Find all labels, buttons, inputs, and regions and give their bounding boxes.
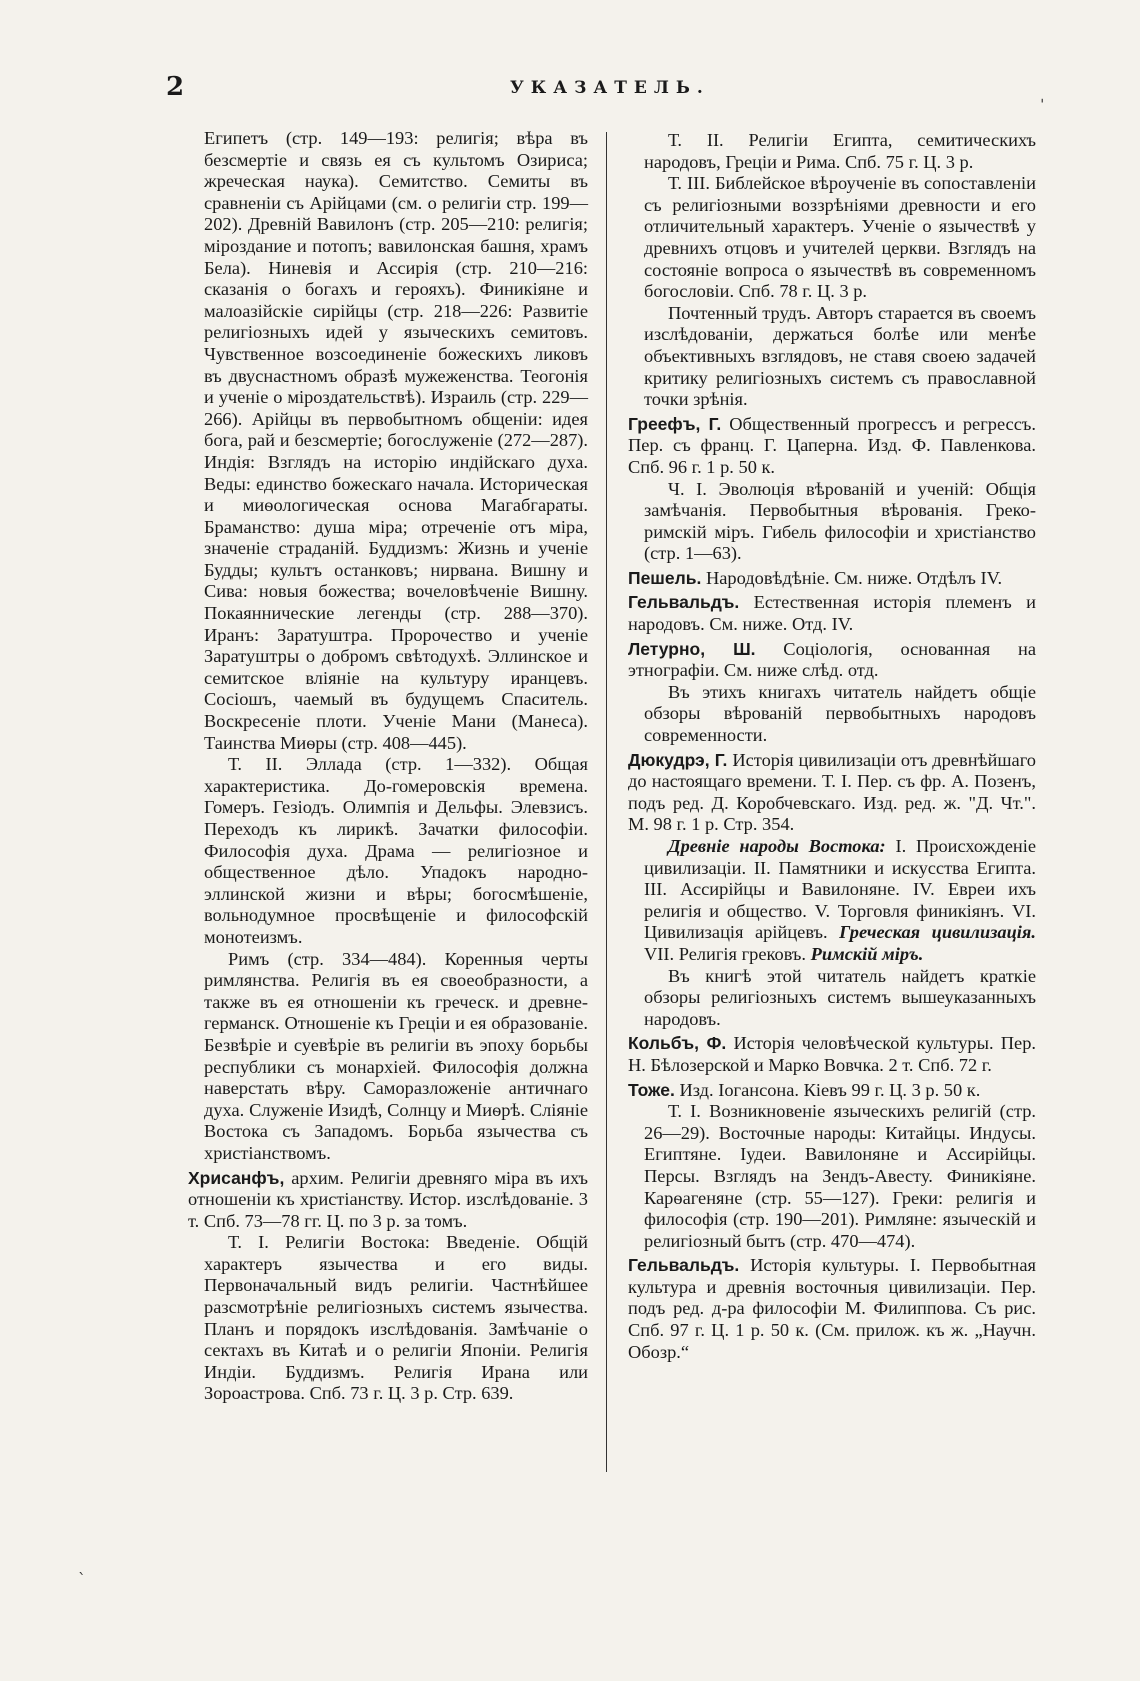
page-number: 2: [166, 72, 185, 102]
author-name: Греефъ, Г.: [628, 413, 722, 434]
ducoudray-note: Въ книгѣ этой читатель найдетъ краткіе обзоры религіозныхъ системъ вышеуказанныхъ народовъ.: [644, 965, 1036, 1029]
same-entry: [628, 1080, 1036, 1102]
gellwald-culture-entry: [628, 1255, 1036, 1363]
author-name: Хрисанфъ,: [188, 1167, 285, 1188]
section-title: Греческая цивилизація.: [839, 922, 1036, 943]
author-name: Гельвальдъ.: [628, 592, 740, 613]
kolb-volume-1: Т. I. Возникновеніе языческихъ религій (стр. 26—29). Восточные народы: Китайцы. Индусы. Египтяне. Іудеи. Вавилоняне и Ассирійцы. Персы. Взглядъ на Зендъ-Авесту. Финикіяне. Карѳагеняне (стр. 55—127). Греки: религія и философія (стр. 190—201). Римляне: языческій и религіозный бытъ (стр. 470—474).: [644, 1101, 1036, 1251]
entry-text: Изд. Іогансона. Кіевъ 99 г. Ц. 3 р. 50 к.: [679, 1079, 981, 1100]
contents-text: I. Происхожденіе цивилизаціи. II. Памятники и искусства Египта. III. Ассирійцы и Вавилоняне. IV. Евреи ихъ религія и общество. V. Торговля финикіянъ. VI. Цивилизація арійцевъ.: [644, 836, 1036, 943]
greef-part-1: Ч. I. Эволюція вѣрованій и ученій: Общія замѣчанія. Первобытныя вѣрованія. Греко-римскій міръ. Гибель философіи и христіанство (стр. 1—63).: [644, 478, 1036, 564]
entry-text: Народовѣдѣніе. См. ниже. Отдѣлъ IV.: [705, 567, 1003, 588]
kolb-entry: [628, 1033, 1036, 1076]
author-name: Кольбъ, Ф.: [628, 1033, 727, 1054]
author-name: Пешель.: [628, 567, 702, 588]
margin-mark: ˈ: [1040, 96, 1045, 115]
author-name: Летурно, Ш.: [628, 638, 756, 659]
left-column: [188, 128, 588, 1405]
peschel-entry: [628, 568, 1036, 590]
author-name: Тоже.: [628, 1079, 675, 1100]
column-divider: [606, 132, 607, 1472]
margin-mark: ˋ: [78, 1570, 86, 1589]
group-note: Въ этихъ книгахъ читатель найдетъ общіе обзоры вѣрованій первобытныхъ народовъ современности.: [644, 681, 1036, 746]
chrysanth-volume-1: Т. I. Религіи Востока: Введеніе. Общій характеръ язычества и его виды. Первоначальный видъ религіи. Частнѣйшее разсмотрѣніе религіозныхъ системъ язычества. Планъ и порядокъ изслѣдованія. Замѣчаніе о сектахъ въ Китаѣ и о религіи Японіи. Религія Индіи. Буддизмъ. Религія Ирана или Зороастрова. Спб. 73 г. Ц. 3 р. Стр. 639.: [204, 1232, 588, 1404]
chrysanth-volume-3: Т. III. Библейское вѣроученіе въ сопоставленіи съ религіозными воззрѣніями древности и его отличительный характеръ. Ученіе о язычествѣ у древнихъ отцовъ и учителей церкви. Взглядъ на состояніе вопроса о язычествѣ въ современномъ богословіи. Спб. 78 г. Ц. 3 р.: [644, 173, 1036, 302]
egypt-paragraph: Египетъ (стр. 149—193: религія; вѣра въ безсмертіе и связь ея съ культомъ Озириса; жреческая наука). Семитство. Семиты въ сравненіи съ Арійцами (см. о религіи стр. 199—202). Древній Вавилонъ (стр. 205—210: религія; міроздание и потопъ; вавилонская башня, храмъ Бела). Ниневія и Ассирія (стр. 210—216: сказанія о богахъ и герояхъ). Финикіяне и малоазійскіе сирійцы (стр. 218—226: Развитіе религіозныхъ идей у языческихъ семитовъ. Чувственное возсоединеніе божескихъ ликовъ въ двуснастномъ образѣ мужеженства. Теогонія и ученіе о міроздательствѣ). Израиль (стр. 229—266). Арійцы въ первобытномъ общеніи: идея бога, рай и безсмертіе; богослуженіе (272—287). Индія: Взглядъ на исторію индійскаго духа. Веды: единство божескаго начала. Историческая и миѳологическая основа Магабгараты. Брамaнство: душа міра; отреченіе отъ міра, значеніе страданій. Буддизмъ: Жизнь и ученіе Будды; культъ останковъ; нирвана. Вишну и Сива: новыя божества; вочеловѣченіе Вишну. Покаяннические легенды (стр. 288—370). Иранъ: Заратуштра. Пророчество и ученіе Заратуштры о добромъ свѣтодухѣ. Эллинское и семитское вліяніе на культуру иранцевъ. Сосіошъ, чаемый въ будущемъ Спаситель. Воскресеніе плоти. Ученіе Мани (Манеса). Таинства Миѳры (стр. 408—445).: [204, 128, 588, 753]
entry-text: Исторія цивилизаціи отъ древнѣйшаго до настоящаго времени. Т. I. Пер. съ фр. А. Позенъ, подъ ред. Д. Коробчевскаго. Изд. ред. ж. "Д. Чт.". М. 98 г. 1 р. Стр. 354.: [628, 749, 1036, 835]
entry-text: Исторія человѣческой культуры. Пер. Н. Бѣлозерской и Марко Вовчка. 2 т. Спб. 72 г.: [628, 1033, 1036, 1075]
running-title: УКАЗАТЕЛЬ.: [510, 78, 710, 98]
hellas-paragraph: Т. II. Эллада (стр. 1—332). Общая характеристика. До-гомеровскія времена. Гомеръ. Гезіодъ. Олимпія и Дельфы. Элевзисъ. Переходъ къ лирикѣ. Зачатки философіи. Философія духа. Драма — религіозное и общественное дѣло. Упадокъ народно-эллинской жизни и вѣры; богосмѣшеніе, вольнодумное просвѣщеніе и философскій монотеизмъ.: [204, 754, 588, 947]
section-title: Древніе народы Востока:: [668, 836, 886, 856]
ducoudray-entry: [628, 750, 1036, 836]
greef-entry: [628, 414, 1036, 479]
chrysanth-review: Почтенный трудъ. Авторъ старается въ своемъ изслѣдованіи, держаться болѣе или менѣе объективныхъ взглядовъ, не ставя своею задачей критику религіозныхъ системъ съ православной точки зрѣнія.: [644, 302, 1036, 410]
letourneau-entry: [628, 639, 1036, 682]
entry-text: архим. Религіи древняго міра въ ихъ отношеніи къ христіанству. Истор. изслѣдованіе. 3 т. Спб. 73—78 гг. Ц. по 3 р. за томъ.: [188, 1167, 588, 1231]
chrysanth-entry: [188, 1168, 588, 1233]
contents-text: VII. Религія грековъ.: [644, 943, 807, 964]
entry-text: Естественная исторія племенъ и народовъ. См. ниже. Отд. IV.: [628, 592, 1036, 635]
right-column: [628, 130, 1036, 1363]
rome-paragraph: Римъ (стр. 334—484). Коренныя черты римлянства. Религія въ ея своеобразности, а также въ ея отношеніи къ греческ. и древне-германск. Отношеніе къ Греціи и ея образованіе. Безвѣріе и суевѣріе въ религіи въ эпоху борьбы республики съ монархіей. Философія должна наверстать вѣру. Саморазложеніе античнаго духа. Служеніе Изидѣ, Солнцу и Миѳрѣ. Сліяніе Востока съ Западомъ. Борьба язычества съ христіанствомъ.: [204, 948, 588, 1163]
section-title: Римскій міръ.: [810, 943, 924, 964]
ducoudray-contents: [644, 836, 1036, 966]
entry-text: Общественный прогрессъ и регрессъ. Пер. съ франц. Г. Цаперна. Изд. Ф. Павленкова. Спб. 96 г. 1 р. 50 к.: [628, 413, 1036, 477]
gellwald-entry: [628, 592, 1036, 635]
author-name: Дюкудрэ, Г.: [628, 749, 728, 770]
author-name: Гельвальдъ.: [628, 1255, 740, 1276]
entry-text: Исторія культуры. I. Первобытная культура и древнія восточныя цивилизаціи. Пер. подъ ред. д-ра философіи М. Филиппова. Съ рис. Спб. 97 г. Ц. 1 р. 50 к. (См. прилож. къ ж. „Научн. Обозр.“: [628, 1255, 1036, 1362]
chrysanth-volume-2: Т. II. Религіи Египта, семитическихъ народовъ, Греціи и Рима. Спб. 75 г. Ц. 3 р.: [644, 130, 1036, 172]
entry-text: Соціологія, основанная на этнографіи. См. ниже слѣд. отд.: [628, 638, 1036, 681]
